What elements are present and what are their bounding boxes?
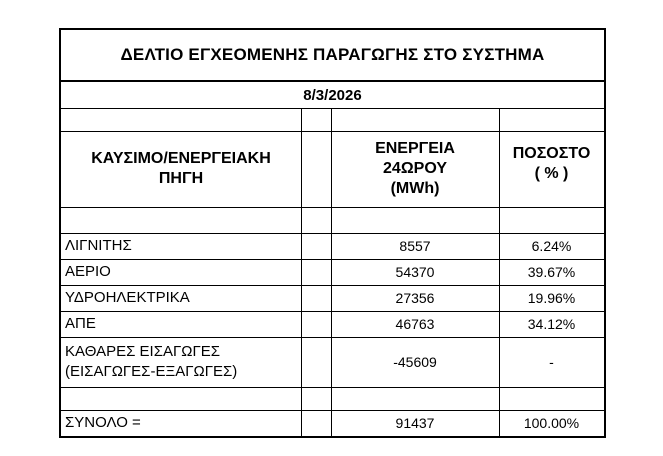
header-percent xyxy=(499,131,604,207)
row-energy: 54370 xyxy=(395,264,435,280)
net-imports-line1: ΚΑΘΑΡΕΣ ΕΙΣΑΓΩΓΕΣ xyxy=(65,343,221,360)
header-fuel-source xyxy=(61,131,301,207)
net-imports-line2: (ΕΙΣΑΓΩΓΕΣ-ΕΞΑΓΩΓΕΣ) xyxy=(65,363,238,380)
row-percent: 6.24% xyxy=(531,238,572,254)
header-energy xyxy=(331,131,499,207)
row-source: ΥΔΡΟΗΛΕΚΤΡΙΚΑ xyxy=(65,289,190,306)
bulletin-title: ΔΕΛΤΙΟ ΕΓΧΕΟΜΕΝΗΣ ΠΑΡΑΓΩΓΗΣ ΣΤΟ ΣΥΣΤΗΜΑ xyxy=(61,30,604,82)
header-percent-line2: ( % ) xyxy=(534,165,569,182)
total-percent: 100.00% xyxy=(523,415,580,431)
row-percent: - xyxy=(549,354,554,370)
grid-line xyxy=(61,207,604,208)
row-source: ΛΙΓΝΙΤΗΣ xyxy=(65,237,132,254)
row-energy: -45609 xyxy=(393,354,437,370)
bulletin-date: 8/3/2026 xyxy=(61,82,604,109)
header-energy-line2: 24ΩΡΟΥ xyxy=(383,160,447,177)
header-fuel-line2: ΠΗΓΗ xyxy=(158,170,204,187)
header-percent-line1: ΠΟΣΟΣΤΟ xyxy=(512,145,591,162)
total-label: ΣΥΝΟΛΟ = xyxy=(65,414,141,431)
row-source: ΑΕΡΙΟ xyxy=(65,263,111,280)
row-percent: 19.96% xyxy=(527,290,576,306)
grid-line xyxy=(61,387,604,388)
row-percent: 34.12% xyxy=(527,316,576,332)
row-source: ΑΠΕ xyxy=(65,315,96,332)
header-energy-line1: ΕΝΕΡΓΕΙΑ xyxy=(375,140,455,157)
header-fuel-line1: ΚΑΥΣΙΜΟ/ΕΝΕΡΓΕΙΑΚΗ xyxy=(91,150,271,167)
production-bulletin-table xyxy=(59,28,606,438)
total-energy: 91437 xyxy=(395,415,435,431)
row-energy: 46763 xyxy=(395,316,435,332)
row-energy: 27356 xyxy=(395,290,435,306)
row-percent: 39.67% xyxy=(527,264,576,280)
row-energy: 8557 xyxy=(399,238,431,254)
row-source-net-imports xyxy=(61,337,301,387)
header-energy-line3: (MWh) xyxy=(390,180,440,197)
